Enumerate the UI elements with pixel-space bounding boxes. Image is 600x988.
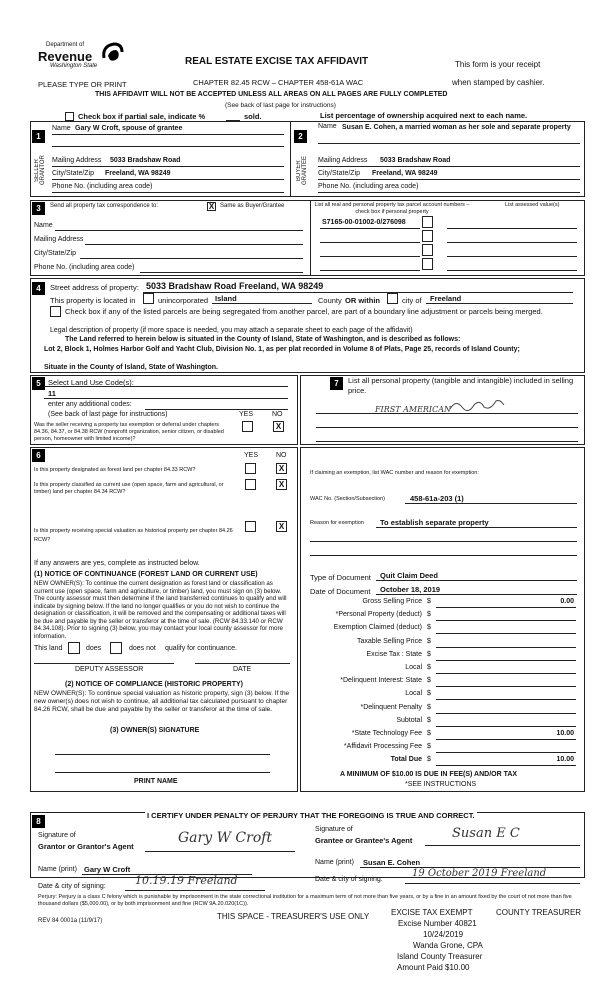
parcel-pp-checkbox-2[interactable] [422, 230, 433, 242]
if-yes-note: If any answers are yes, complete as instructed below. [34, 560, 200, 567]
current-use-yes-checkbox[interactable] [245, 479, 256, 490]
stamp-date: 10/24/2019 [423, 930, 464, 939]
section-2-number: 2 [294, 130, 307, 143]
fee-label: *State Technology Fee [351, 730, 422, 737]
grantor-sig-label: Signature of [38, 832, 76, 839]
sec5-yes: YES [239, 411, 254, 418]
fee-value: 10.00 [556, 730, 574, 737]
fee-value: 10.00 [556, 756, 574, 764]
dept-state: Washington State [50, 63, 98, 69]
warning-line: THIS AFFIDAVIT WILL NOT BE ACCEPTED UNLESS ALL AREAS ON ALL PAGES ARE FULLY COMPLETED [95, 91, 448, 98]
seller-side-label: SELLER GRANTOR [34, 155, 46, 186]
fee-row [310, 690, 580, 702]
does-checkbox[interactable] [68, 642, 80, 654]
fee-label: *Delinquent Interest: State [340, 677, 422, 685]
section-7-number: 7 [330, 377, 343, 390]
wa-logo-icon [100, 42, 124, 64]
parcel-pp-checkbox-4[interactable] [422, 258, 433, 270]
certify-line: I CERTIFY UNDER PENALTY OF PERJURY THAT THE FOREGOING IS TRUE AND CORRECT. [147, 811, 475, 820]
reason-value: To establish separate property [380, 518, 489, 527]
exemption-question: Was the seller receiving a property tax exemption or deferral under chapters 84.36, 84.37, or 84.38 RCW (nonprofit organization, senior citizen, or disabled person, homeowner with limited income)? [34, 422, 224, 442]
continuance-title: (1) NOTICE OF CONTINUANCE (FOREST LAND OR CURRENT USE) [34, 571, 258, 578]
fee-currency: $ [427, 716, 431, 724]
legal-line-1: The Land referred to herein below is situated in the County of Island, State of Washington, and is described as follows: [65, 336, 461, 343]
seller-name: Gary W Croft, spouse of grantee [75, 125, 183, 132]
county-label: County [318, 296, 342, 305]
fee-label: Subtotal [396, 716, 422, 724]
owner-signature-title: (3) OWNER(S) SIGNATURE [110, 727, 200, 734]
buyer-mail-label: Mailing Address [318, 157, 368, 164]
compliance-title: (2) NOTICE OF COMPLIANCE (HISTORIC PROPERTY) [65, 681, 243, 688]
exemption-yes-checkbox[interactable] [242, 421, 253, 432]
street-address: 5033 Bradshaw Road Freeland, WA 98249 [146, 281, 324, 291]
stamp-amount: Amount Paid $10.00 [397, 963, 470, 972]
partial-sale-label: Check box if partial sale, indicate % [78, 112, 206, 121]
fee-currency: $ [427, 690, 431, 698]
seller-mail: 5033 Bradshaw Road [110, 157, 181, 164]
stamp-office: Island County Treasurer [397, 952, 483, 961]
seller-city-label: City/State/Zip [52, 170, 95, 177]
fee-currency: $ [427, 743, 431, 751]
unincorporated-label: unincorporated [158, 296, 209, 305]
stamp-exempt: EXCISE TAX EXEMPT [391, 908, 473, 917]
doc-date-value: October 18, 2019 [380, 585, 441, 594]
land-use-label: Select Land Use Code(s): [48, 378, 134, 387]
grantee-date-label: Date & city of signing: [315, 876, 383, 883]
continuance-text: NEW OWNER(S): To continue the current designation as forest land or classification as current use (open space, farm and agriculture, or timber) land, you must sign on (3) below. The county assessor must then determine if the land transferred continues to qualify and will indicate by signing below. If the land no longer qualifies or you do not wish to continue the designation or classification, it will be removed and the compensating or additional taxes will be due and payable by the seller or transferor at the time of sale. (RCW 84.33.140 or RCW 84.34.108). Prior to signing (3) below, you may contact your local county assessor for more information. [34, 580, 287, 640]
legal-line-3: Situate in the County of Island, State of Washington. [44, 364, 218, 371]
fee-label: Total Due [390, 756, 422, 764]
fee-currency: $ [427, 650, 431, 658]
deputy-assessor: DEPUTY ASSESSOR [75, 666, 144, 673]
buyer-side-label: BUYER GRANTEE [296, 156, 308, 186]
does-not-checkbox[interactable] [110, 642, 122, 654]
fee-row [310, 664, 580, 676]
form-title: REAL ESTATE EXCISE TAX AFFIDAVIT [185, 56, 369, 67]
assessor-date: DATE [233, 666, 252, 673]
sec3-city-label: City/State/Zip [34, 250, 77, 257]
form-id: REV 84 0001a (11/9/17) [38, 918, 103, 924]
fee-row [310, 756, 580, 768]
seller-mail-label: Mailing Address [52, 157, 102, 164]
legal-label: Legal description of property (if more space is needed, you may attach a separate sheet to each page of the affidavit) [50, 327, 413, 334]
fee-row [310, 677, 580, 689]
doc-date-label: Date of Document [310, 587, 371, 596]
fee-currency: $ [427, 730, 431, 737]
stamp-excise-number: Excise Number 40821 [398, 919, 477, 928]
buyer-city-label: City/State/Zip [318, 170, 361, 177]
fee-label: *Personal Property (deduct) [335, 611, 422, 619]
this-land-label: This land [34, 645, 63, 652]
fee-row [310, 743, 580, 755]
sec6-no: NO [276, 452, 287, 459]
fee-label: Taxable Selling Price [357, 637, 422, 645]
seller-phone-label: Phone No. (including area code) [52, 183, 153, 190]
parcel-pp-checkbox-1[interactable] [422, 216, 433, 228]
assessed-header: List assessed value(s) [505, 202, 560, 208]
street-label: Street address of property: [50, 283, 139, 292]
city-checkbox[interactable] [387, 293, 398, 304]
fee-currency: $ [427, 664, 431, 671]
stamp-name: Wanda Grone, CPA [413, 941, 483, 950]
or-within: OR within [345, 296, 380, 305]
fee-currency: $ [427, 637, 431, 645]
reason-label: Reason for exemption [310, 520, 364, 526]
county-value: Island [215, 294, 237, 303]
receipt-line1: This form is your receipt [455, 60, 541, 69]
sec3-phone-label: Phone No. (including area code) [34, 264, 135, 271]
historic-no-checkbox[interactable]: X [276, 521, 287, 532]
sec3-mail-label: Mailing Address [34, 236, 84, 243]
buyer-mail: 5033 Bradshaw Road [380, 157, 451, 164]
city-of-label: city of [402, 296, 422, 305]
grantor-name: Gary W Croft [84, 865, 131, 874]
wac-number: 458-61a-203 (1) [410, 494, 464, 503]
forest-yes-checkbox[interactable] [245, 463, 256, 474]
perjury-note: Perjury: Perjury is a class C felony which is punishable by imprisonment in the state correctional institution for a maximum term of not more than five years, or by a fine in an amount fixed by the court of not more than five thousand dollars ($5,000.00), or by both imprisonment and fine (RCW 9A.20.020(1C)). [38, 894, 572, 907]
fee-row [310, 704, 580, 716]
personal-property-label: List all personal property (tangible and intangible) included in selling price. [348, 376, 574, 395]
seller-city: Freeland, WA 98249 [105, 170, 171, 177]
grantee-name: Susan E. Cohen [363, 858, 421, 867]
fee-row [310, 598, 580, 610]
legal-line-2: Lot 2, Block 1, Holmes Harbor Golf and Yacht Club, Division No. 1, as per plat recorded in Volume 8 of Plats, Page 25, records of Island County; [44, 346, 520, 353]
section-6-number: 6 [32, 449, 45, 462]
additional-codes: enter any additional codes: [48, 401, 132, 408]
fee-label: Local [405, 664, 422, 671]
section-1-number: 1 [32, 130, 45, 143]
exemption-claim-label: If claiming an exemption, list WAC number and reason for exemption: [310, 470, 479, 476]
partial-sale-checkbox[interactable] [65, 112, 74, 121]
dept-top: Department of [46, 42, 85, 48]
grantee-signature: Susan E C [452, 826, 520, 841]
print-name-label: PRINT NAME [134, 778, 178, 785]
grantor-signature: Gary W Croft [178, 830, 273, 846]
section-8-number: 8 [32, 815, 45, 828]
segregated-label: Check box if any of the listed parcels are being segregated from another parcel, are part of a boundary line adjustment or parcels being merged. [65, 307, 543, 316]
land-use-code: 11 [48, 389, 56, 398]
section-5-number: 5 [32, 377, 45, 390]
seller-name-label: Name [52, 125, 71, 132]
sec5-no: NO [272, 411, 283, 418]
parcel-header: List all real and personal property tax parcel account numbers – check box if personal property [314, 202, 470, 215]
fee-currency: $ [427, 703, 431, 711]
forest-question: Is this property designated as forest land per chapter 84.33 RCW? [34, 467, 196, 473]
grantee-sig-label: Signature of [315, 826, 353, 833]
parcel-number: S7165-00-01002-0/276098 [322, 219, 406, 226]
city-value: Freeland [430, 294, 462, 303]
stamp-treasurer: COUNTY TREASURER [496, 908, 582, 917]
please-type: PLEASE TYPE OR PRINT [38, 80, 127, 89]
treasurer-space: THIS SPACE - TREASURER'S USE ONLY [217, 912, 370, 921]
dor-logo [38, 40, 128, 72]
same-as-buyer-label: Same as Buyer/Grantee [220, 203, 285, 209]
minimum-note: A MINIMUM OF $10.00 IS DUE IN FEE(S) AND/OR TAX [340, 771, 518, 778]
chapters: CHAPTER 82.45 RCW – CHAPTER 458-61A WAC [193, 78, 364, 87]
parcel-pp-checkbox-3[interactable] [422, 244, 433, 256]
buyer-city: Freeland, WA 98249 [372, 170, 438, 177]
send-label: Send all property tax correspondence to: [50, 203, 159, 209]
grantee-agent-label: Grantee or Grantee's Agent [315, 836, 413, 845]
grantor-date-label: Date & city of signing: [38, 883, 106, 890]
buyer-name-label: Name [318, 123, 337, 130]
handwritten-first-american: FIRST AMERICAN [375, 405, 451, 414]
fee-currency: $ [427, 756, 431, 764]
fee-row [310, 611, 580, 623]
see-instructions: *SEE INSTRUCTIONS [405, 781, 477, 788]
grantor-name-label: Name (print) [38, 866, 77, 873]
fee-row [310, 651, 580, 663]
segregated-checkbox[interactable] [50, 306, 61, 317]
compliance-text: NEW OWNER(S): To continue special valuation as historic property, sign (3) below. If the new owner(s) does not wish to continue, all additional tax calculated pursuant to chapter 84.26 RCW, shall be due and payable by the seller or transferor at the time of sale. [34, 690, 290, 713]
sec3-name-label: Name [34, 222, 53, 229]
receipt-line2: when stamped by cashier. [452, 78, 545, 87]
section-4-number: 4 [32, 282, 45, 295]
fee-currency: $ [427, 598, 431, 605]
buyer-phone-label: Phone No. (including area code) [318, 183, 419, 190]
qualify-label: qualify for continuance. [165, 645, 237, 652]
sold-label: sold. [244, 112, 262, 121]
fee-label: Local [405, 690, 422, 698]
dept-name: Revenue [38, 49, 93, 64]
fee-label: *Affidavit Processing Fee [343, 743, 422, 751]
fee-value: 0.00 [560, 598, 574, 605]
does-not-label: does not [129, 645, 156, 652]
fee-label: Exemption Claimed (deduct) [333, 624, 422, 632]
list-pct-label: List percentage of ownership acquired next to each name. [320, 111, 528, 120]
located-label: This property is located in [50, 296, 136, 305]
unincorporated-checkbox[interactable] [143, 293, 154, 304]
doc-type-value: Quit Claim Deed [380, 571, 438, 580]
current-use-no-checkbox[interactable]: X [276, 479, 287, 490]
buyer-name: Susan E. Cohen, a married woman as her sole and separate property [342, 124, 571, 131]
grantee-date-city: 19 October 2019 Freeland [412, 868, 547, 879]
grantor-date-city: 10.19.19 Freeland [135, 874, 238, 887]
current-use-question: Is this property classified as current use (open space, farm and agricultural, or timber) land per chapter 84.34 RCW? [34, 482, 224, 495]
fee-row [310, 624, 580, 636]
fee-row [310, 638, 580, 650]
same-as-buyer-checkbox[interactable]: X [208, 202, 215, 211]
see-back: (See back of last page for instructions) [225, 102, 336, 109]
handwritten-scribble-icon [448, 397, 508, 413]
historic-yes-checkbox[interactable] [245, 521, 256, 532]
wac-label: WAC No. (Section/Subsection) [310, 496, 385, 502]
historic-question: Is this property receiving special valuation as historical property per chapter 84.26 RCW? [34, 528, 233, 543]
grantee-name-label: Name (print) [315, 859, 354, 866]
sec6-yes: YES [244, 452, 259, 459]
fee-currency: $ [427, 611, 431, 619]
grantor-agent-label: Grantor or Grantor's Agent [38, 842, 134, 851]
exemption-no-checkbox[interactable]: X [273, 421, 284, 432]
fee-row [310, 730, 580, 742]
fee-row [310, 717, 580, 729]
sec5-see-back: (See back of last page for instructions) [48, 411, 168, 418]
fee-label: Gross Selling Price [362, 598, 422, 605]
forest-no-checkbox[interactable]: X [276, 463, 287, 474]
doc-type-label: Type of Document [310, 573, 371, 582]
fee-label: Excise Tax : State [366, 650, 422, 658]
does-label: does [86, 645, 102, 652]
fee-currency: $ [427, 677, 431, 685]
fee-currency: $ [427, 624, 431, 632]
section-3-number: 3 [32, 202, 45, 215]
fee-label: *Delinquent Penalty [360, 703, 422, 711]
